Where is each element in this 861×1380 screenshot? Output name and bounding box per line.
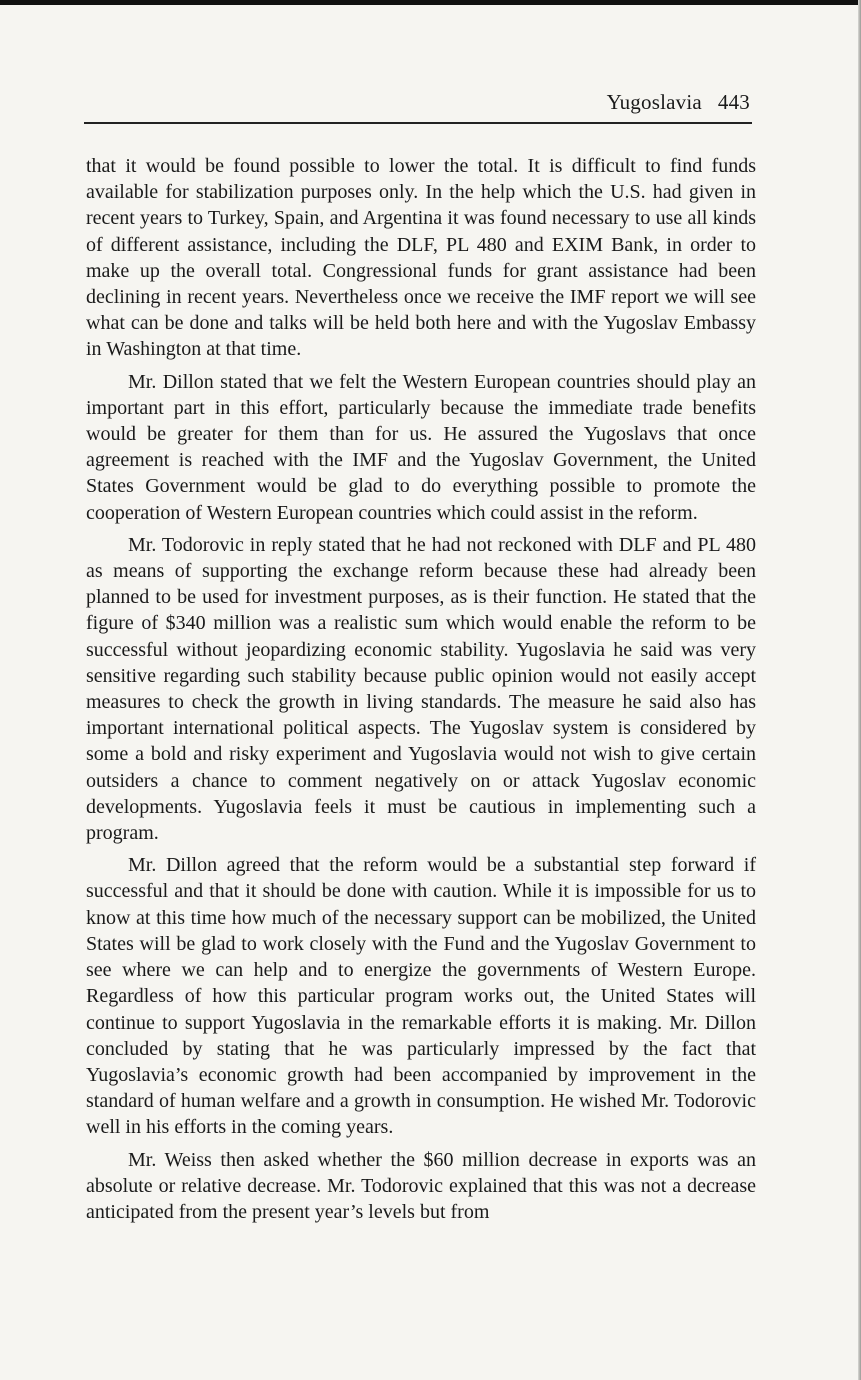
page-header xyxy=(84,86,752,124)
scan-edge-top xyxy=(0,0,861,5)
running-head xyxy=(607,90,750,115)
page-number: 443 xyxy=(717,90,750,114)
paragraph-weiss-question: Mr. Weiss then asked whether the $60 million decrease in exports was an absolute or relative decrease. Mr. Todorovic explained that this was not a decrease anticipated from the present year’s levels but from xyxy=(86,1148,756,1223)
body-text xyxy=(86,153,756,1231)
paragraph-continued: that it would be found possible to lower the total. It is difficult to find funds available for stabilization purposes only. In the help which the U.S. had given in recent years to Turkey, Spain, and Argentina it was found necessary to use all kinds of different assistance, including the DLF, PL 480 and EXIM Bank, in order to make up the overall total. Congressional funds for grant assistance had been declining in recent years. Nevertheless once we receive the IMF report we will see what can be done and talks will be held both here and with the Yugoslav Embassy in Washington at that time. xyxy=(86,155,756,361)
paragraph-dillon-agreed: Mr. Dillon agreed that the reform would be a substantial step forward if successful and that it should be done with caution. While it is impossible for us to know at this time how much of the necessary support can be mobilized, the United States will be glad to work closely with the Fund and the Yugoslav Government to see where we can help and to energize the governments of Western Europe. Regardless of how this particular program works out, the United States will continue to support Yugoslavia in the remarkable efforts it is making. Mr. Dillon concluded by stating that he was particularly impressed by the fact that Yugoslavia’s economic growth had been accompanied by improvement in the standard of human welfare and a growth in consumption. He wished Mr. Todorovic well in his efforts in the coming years. xyxy=(86,854,756,1139)
section-title: Yugoslavia xyxy=(606,90,702,114)
paragraph-todorovic-reply: Mr. Todorovic in reply stated that he had not reckoned with DLF and PL 480 as means of supporting the exchange reform because these had already been planned to be used for investment purposes, as is their function. He stated that the figure of $340 million was a realistic sum which would enable the reform to be successful without jeopardizing economic stability. Yugoslavia he said was very sensitive regarding such stability because public opinion would not easily accept measures to check the growth in living standards. The measure he said also has important international political aspects. The Yugoslav system is considered by some a bold and risky experiment and Yugoslavia would not wish to give certain outsiders a chance to comment negatively on or attack Yugoslav economic developments. Yugoslavia feels it must be cautious in implementing such a program. xyxy=(86,533,756,845)
paragraph-dillon-western-europe: Mr. Dillon stated that we felt the Western European countries should play an important part in this effort, particularly because the immediate trade benefits would be greater for them than for us. He assured the Yugoslavs that once agreement is reached with the IMF and the Yugoslav Government, the United States Government would be glad to do everything possible to promote the cooperation of Western European countries which could assist in the reform. xyxy=(86,370,756,524)
